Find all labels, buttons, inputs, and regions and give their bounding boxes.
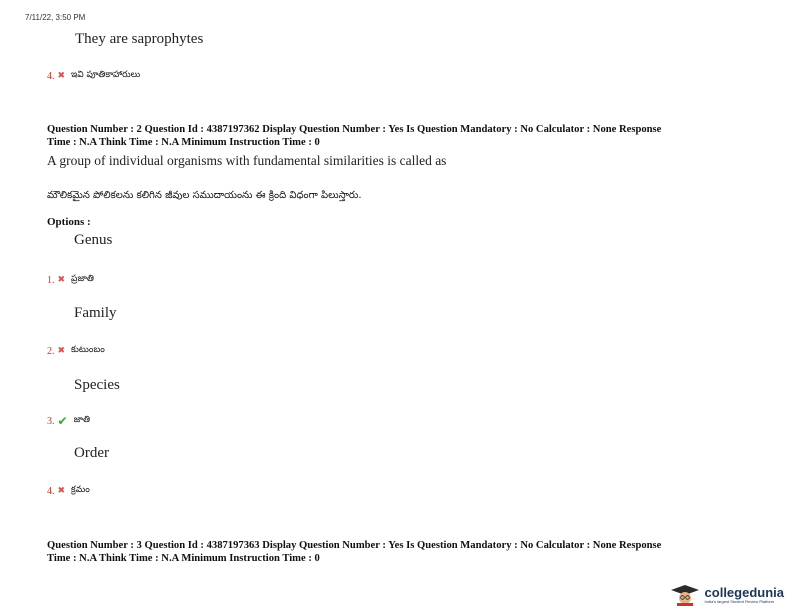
option-4-telugu: క్రమం [71, 485, 90, 495]
print-timestamp: 7/11/22, 3:50 PM [25, 13, 86, 22]
question-2-text-english: A group of individual organisms with fundamental similarities is called as [47, 153, 447, 168]
prev-option-4-row [47, 70, 140, 82]
check-mark-icon: ✔ [57, 414, 68, 428]
logo-tagline: India's largest Student Review Platform [704, 599, 775, 604]
option-4-row [47, 485, 90, 497]
options-label: Options : [47, 216, 91, 228]
option-3-english: Species [74, 377, 120, 393]
question-3-header [47, 539, 661, 565]
question-3-header-line2: Time : N.A Think Time : N.A Minimum Instruction Time : 0 [47, 553, 320, 564]
option-1-telugu: ప్రజాతి [71, 274, 94, 284]
question-2-header-line1: Question Number : 2 Question Id : 4387197362 Display Question Number : Yes Is Question Mandatory : No Calculator : None Response [47, 124, 662, 135]
option-number: 1. [47, 274, 55, 286]
question-3-header-line1: Question Number : 3 Question Id : 4387197363 Display Question Number : Yes Is Question Mandatory : No Calculator : None Response [47, 540, 662, 551]
cross-mark-icon: ✖ [57, 71, 66, 81]
cross-mark-icon: ✖ [57, 346, 66, 356]
question-2-header-line2: Time : N.A Think Time : N.A Minimum Instruction Time : 0 [47, 137, 320, 148]
cross-mark-icon: ✖ [57, 275, 66, 285]
option-2-telugu: కుటుంబం [71, 345, 105, 355]
option-1-english: Genus [74, 232, 113, 248]
option-4-english: Order [74, 445, 109, 461]
logo-name: collegedunia [704, 585, 784, 600]
cross-mark-icon: ✖ [57, 486, 66, 496]
graduate-mascot-icon [669, 584, 701, 606]
option-number: 4. [47, 485, 55, 497]
option-2-english: Family [74, 305, 117, 321]
option-2-row [47, 345, 105, 357]
question-2-text-telugu: మౌలికమైన పోలికలను కలిగిన జీవుల సముదాయంను ఈ క్రింది విధంగా పిలుస్తారు. [47, 190, 362, 201]
collegedunia-logo [669, 584, 784, 606]
option-number: 4. [47, 70, 55, 82]
prev-option-4-telugu: ఇవి పూతికాహారులు [71, 70, 141, 80]
option-3-telugu: జాతి [73, 415, 91, 425]
option-1-row [47, 274, 94, 286]
option-3-row [47, 414, 90, 428]
prev-option-4-english: They are saprophytes [75, 31, 204, 47]
question-2-header [47, 123, 661, 149]
option-number: 3. [47, 415, 55, 427]
option-number: 2. [47, 345, 55, 357]
